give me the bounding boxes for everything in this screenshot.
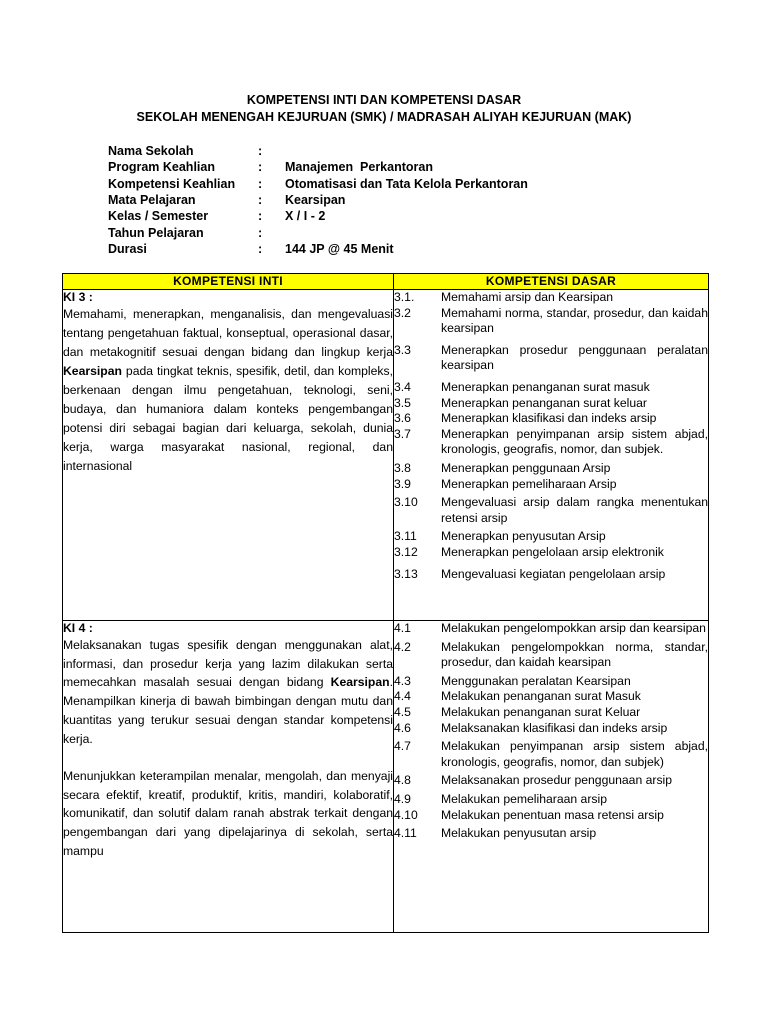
- info-label: Kelas / Semester: [108, 209, 209, 224]
- ki3-text-before: Memahami, menerapkan, menganalisis, dan mengevaluasi tentang pengetahuan faktual, konseptual, operasional dasar, dan metakognitif sesuai dengan bidang dan lingkup kerja: [63, 307, 393, 359]
- list-item: [394, 674, 708, 690]
- kd4-cell: [394, 621, 709, 933]
- list-item: [394, 343, 708, 374]
- info-label: Mata Pelajaran: [108, 193, 196, 208]
- info-label: Durasi: [108, 241, 147, 256]
- kd-number: 4.4: [394, 689, 411, 704]
- kd-text: Menerapkan penggunaan Arsip: [441, 460, 611, 475]
- info-label: Program Keahlian: [108, 160, 215, 175]
- info-label: Tahun Pelajaran: [108, 225, 204, 240]
- kd-number: 3.7: [394, 426, 411, 441]
- header-kompetensi-dasar: KOMPETENSI DASAR: [394, 274, 709, 290]
- list-item: [394, 396, 708, 412]
- info-row-tahun-pelajaran: [108, 224, 528, 240]
- list-item: [394, 411, 708, 427]
- list-item: [394, 380, 708, 396]
- kd-text: Menerapkan pengelolaan arsip elektronik: [441, 544, 664, 559]
- kd-text: Menerapkan prosedur penggunaan peralatan kearsipan: [441, 342, 708, 373]
- kd-text: Menerapkan penanganan surat masuk: [441, 379, 650, 394]
- ki4-paragraph-1: [63, 636, 393, 748]
- list-item: [394, 290, 708, 306]
- kd-text: Memahami norma, standar, prosedur, dan kaidah kearsipan: [441, 305, 708, 336]
- info-colon: :: [258, 176, 263, 191]
- ki3-text: [63, 305, 393, 476]
- info-colon: :: [258, 209, 263, 224]
- list-item: [394, 306, 708, 337]
- info-colon: :: [258, 241, 263, 256]
- kd-number: 4.9: [394, 791, 411, 806]
- kd-text: Melakukan penyusutan arsip: [441, 826, 597, 841]
- list-item: [394, 792, 708, 808]
- kd-number: 3.4: [394, 379, 411, 394]
- document-subtitle: SEKOLAH MENENGAH KEJURUAN (SMK) / MADRASAH ALIYAH KEJURUAN (MAK): [136, 110, 632, 124]
- kd-number: 3.9: [394, 476, 411, 491]
- kd-text: Menerapkan klasifikasi dan indeks arsip: [441, 411, 657, 426]
- kd-number: 4.10: [394, 807, 418, 822]
- ki3-text-bold: Kearsipan: [63, 364, 122, 378]
- document-title: KOMPETENSI INTI DAN KOMPETENSI DASAR: [246, 93, 522, 107]
- kd-text: Menerapkan penyimpanan arsip sistem abjad, kronologis, geografis, nomor, dan subjek.: [441, 426, 708, 457]
- kd-text: Menerapkan penanganan surat keluar: [441, 395, 647, 410]
- table-header-row: [63, 274, 709, 290]
- kd-text: Melaksanakan klasifikasi dan indeks arsip: [441, 720, 668, 735]
- kd-text: Melaksanakan prosedur penggunaan arsip: [441, 773, 673, 788]
- list-item: [394, 495, 708, 526]
- kd-text: Menerapkan pemeliharaan Arsip: [441, 476, 617, 491]
- list-item: [394, 640, 708, 671]
- info-row-durasi: [108, 241, 528, 257]
- list-item: [394, 705, 708, 721]
- kd-number: 3.2: [394, 305, 411, 320]
- list-item: [394, 773, 708, 789]
- info-row-nama-sekolah: [108, 143, 528, 159]
- list-item: [394, 477, 708, 493]
- kd-number: 3.3: [394, 342, 411, 357]
- kd-number: 4.7: [394, 739, 411, 754]
- ki4-label: KI 4 :: [63, 621, 93, 635]
- kd-number: 4.5: [394, 704, 411, 719]
- kd-text: Melakukan pengelompokkan norma, standar, prosedur, dan kaidah kearsipan: [441, 639, 708, 670]
- info-label: Nama Sekolah: [108, 144, 194, 159]
- kd-number: 4.3: [394, 673, 411, 688]
- kd-number: 3.5: [394, 395, 411, 410]
- ki3-cell: [63, 290, 394, 621]
- list-item: [394, 739, 708, 770]
- table-row-ki3: [63, 290, 709, 621]
- ki4-text-after: . Menampilkan kinerja di bawah bimbingan dengan mutu dan kuantitas yang terukur sesuai dengan standar kompetensi kerja.: [63, 675, 393, 746]
- list-item: [394, 461, 708, 477]
- kd-number: 3.13: [394, 566, 418, 581]
- info-value: 144 JP @ 45 Menit: [285, 241, 394, 256]
- info-colon: :: [258, 225, 263, 240]
- list-item: [394, 545, 708, 561]
- list-item: [394, 808, 708, 824]
- kd-number: 3.11: [394, 529, 417, 544]
- kd-number: 3.8: [394, 460, 411, 475]
- kd-number: 4.11: [394, 826, 417, 841]
- kd-text: Melakukan penentuan masa retensi arsip: [441, 807, 664, 822]
- info-label: Kompetensi Keahlian: [108, 176, 236, 191]
- kd-number: 3.12: [394, 544, 418, 559]
- kd-number: 3.6: [394, 411, 411, 426]
- info-row-kelas-semester: [108, 208, 528, 224]
- kd-number: 3.10: [394, 495, 418, 510]
- header-kompetensi-inti: KOMPETENSI INTI: [63, 274, 394, 290]
- kd-text: Menggunakan peralatan Kearsipan: [441, 673, 631, 688]
- kd-number: 3.1.: [394, 290, 415, 304]
- info-block: [108, 143, 528, 257]
- info-value: Manajemen Perkantoran: [285, 160, 433, 175]
- kd-text: Melakukan penanganan surat Keluar: [441, 704, 641, 719]
- info-colon: :: [258, 160, 263, 175]
- info-row-program-keahlian: [108, 159, 528, 175]
- list-item: [394, 567, 708, 583]
- info-colon: :: [258, 144, 263, 159]
- ki4-cell: [63, 621, 394, 933]
- info-value: X / I - 2: [285, 209, 326, 224]
- ki3-label: KI 3 :: [63, 290, 93, 304]
- list-item: [394, 621, 708, 637]
- info-value: Otomatisasi dan Tata Kelola Perkantoran: [285, 176, 528, 191]
- kd3-cell: [394, 290, 709, 621]
- kd-text: Mengevaluasi arsip dalam rangka menentukan retensi arsip: [441, 495, 708, 525]
- kd-text: Memahami arsip dan Kearsipan: [441, 290, 614, 304]
- kd-number: 4.6: [394, 720, 411, 735]
- info-value: Kearsipan: [285, 193, 346, 208]
- kd-text: Melakukan pengelompokkan arsip dan kearsipan: [441, 621, 706, 635]
- kd-text: Melakukan penanganan surat Masuk: [441, 689, 641, 704]
- ki3-text-after: pada tingkat teknis, spesifik, detil, dan kompleks, berkenaan dengan ilmu pengetahuan, teknologi, seni, budaya, dan humaniora dalam konteks pengembangan potensi diri sebagai bagian dari keluarga, sekolah, dunia kerja, warga masyarakat nasional, regional, dan internasional: [63, 364, 393, 473]
- list-item: [394, 826, 708, 842]
- ki4-paragraph-2: Menunjukkan keterampilan menalar, mengolah, dan menyaji secara efektif, kreatif, produktif, kritis, mandiri, kolaboratif, komunikatif, dan solutif dalam ranah abstrak terkait dengan pengembangan dari yang dipelajarinya di sekolah, serta mampu: [63, 768, 393, 858]
- kd-text: Mengevaluasi kegiatan pengelolaan arsip: [441, 566, 666, 581]
- kd-number: 4.1: [394, 621, 411, 635]
- ki4-text-bold: Kearsipan: [330, 675, 390, 690]
- ki4-text-before: Melaksanakan tugas spesifik dengan menggunakan alat, informasi, dan prosedur kerja yang lazim dilakukan serta memecahkan masalah sesuai dengan bidang: [63, 638, 393, 690]
- competency-table: [62, 273, 709, 933]
- paragraph-gap: [63, 748, 393, 767]
- kd-number: 4.8: [394, 773, 411, 788]
- list-item: [394, 529, 708, 545]
- list-item: [394, 689, 708, 705]
- list-item: [394, 721, 708, 737]
- kd-text: Menerapkan penyusutan Arsip: [441, 529, 606, 544]
- info-colon: :: [258, 193, 263, 208]
- table-row-ki4: [63, 621, 709, 933]
- list-item: [394, 427, 708, 458]
- kd-text: Melakukan penyimpanan arsip sistem abjad, kronologis, geografis, nomor, dan subjek): [441, 739, 708, 769]
- kd-number: 4.2: [394, 639, 411, 654]
- info-row-mata-pelajaran: [108, 192, 528, 208]
- info-row-kompetensi-keahlian: [108, 176, 528, 192]
- kd-text: Melakukan pemeliharaan arsip: [441, 791, 607, 806]
